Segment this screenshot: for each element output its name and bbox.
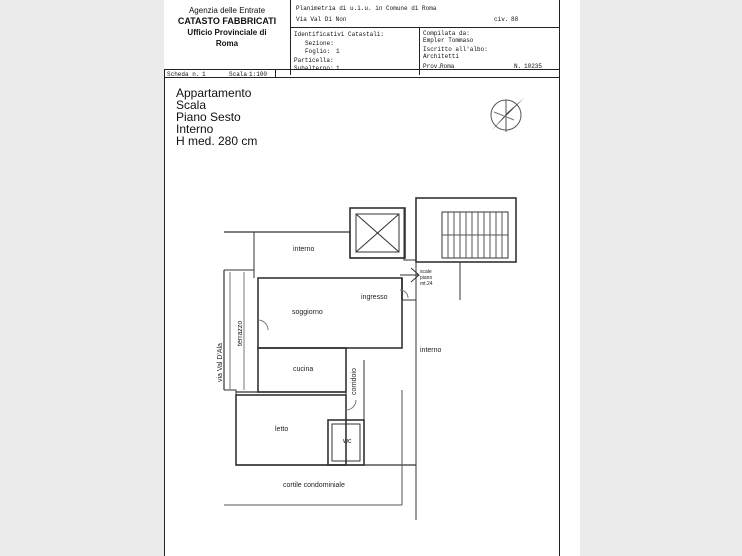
office-city: Roma <box>215 39 239 48</box>
foglio-label: Foglio: <box>305 48 331 55</box>
label-soggiorno: soggiorno <box>292 309 323 316</box>
iscritto-label: Iscritto all'albo: <box>423 46 488 53</box>
floor-plan-drawing <box>164 0 580 556</box>
label-interno-top: interno <box>293 246 315 253</box>
compilata-label: Compilata da: <box>423 30 470 37</box>
sezione-label: Sezione: <box>305 40 334 47</box>
compiler-name: Empler Tommaso <box>423 37 474 44</box>
label-cucina: cucina <box>293 366 314 373</box>
scheda-value: 1 <box>202 71 206 78</box>
prov-value: Roma <box>440 63 455 70</box>
plan-title-line-2: Scala <box>176 98 207 112</box>
n-label: N. <box>514 63 522 70</box>
plan-title-line-3: Piano Sesto <box>176 110 241 124</box>
n-value: 10235 <box>524 63 543 70</box>
label-cortile: cortile condominiale <box>283 482 345 489</box>
plan-title-line-4: Interno <box>176 122 214 136</box>
cadastral-sheet <box>164 0 580 556</box>
label-scale-note-3: mt.24 <box>420 281 433 287</box>
north-arrow-icon <box>491 98 524 132</box>
identificativi-label: Identificativi Catastali: <box>294 31 385 38</box>
address: Via Val Di Non <box>296 16 347 23</box>
scala-value: 1:100 <box>249 71 268 78</box>
scala-label: Scala <box>229 71 248 78</box>
civ-value: 88 <box>511 16 519 23</box>
planimetria-label: Planimetria di u.i.u. in Comune di Roma <box>296 5 437 12</box>
label-ingresso: ingresso <box>361 294 388 301</box>
catasto-title: CATASTO FABBRICATI <box>177 16 277 26</box>
label-wc: wc <box>343 438 352 445</box>
subalterno-value: 1 <box>336 65 340 72</box>
subalterno-label: Subalterno: <box>294 65 334 72</box>
plan-title-line-1: Appartamento <box>176 86 252 100</box>
office-label: Ufficio Provinciale di <box>187 28 267 37</box>
label-scale-note-1: scale <box>420 269 432 275</box>
prov-label: Prov. <box>423 63 442 70</box>
agency-name: Agenzia delle Entrate <box>188 6 266 15</box>
label-corridoio: corridoio <box>351 368 358 395</box>
label-terrazzo: terrazzo <box>237 320 244 346</box>
label-letto: letto <box>275 426 289 433</box>
foglio-value: 1 <box>336 48 340 55</box>
particella-label: Particella: <box>294 57 334 64</box>
label-scale-note-2: piano <box>420 275 433 281</box>
plan-title-line-5: H med. 280 cm <box>176 134 258 148</box>
albo-value: Architetti <box>423 53 460 60</box>
scheda-label: Scheda n. <box>167 71 200 78</box>
label-via: via Val D'Ala <box>217 343 224 382</box>
label-interno-right: interno <box>420 347 442 354</box>
civ-label: civ. <box>494 16 509 23</box>
